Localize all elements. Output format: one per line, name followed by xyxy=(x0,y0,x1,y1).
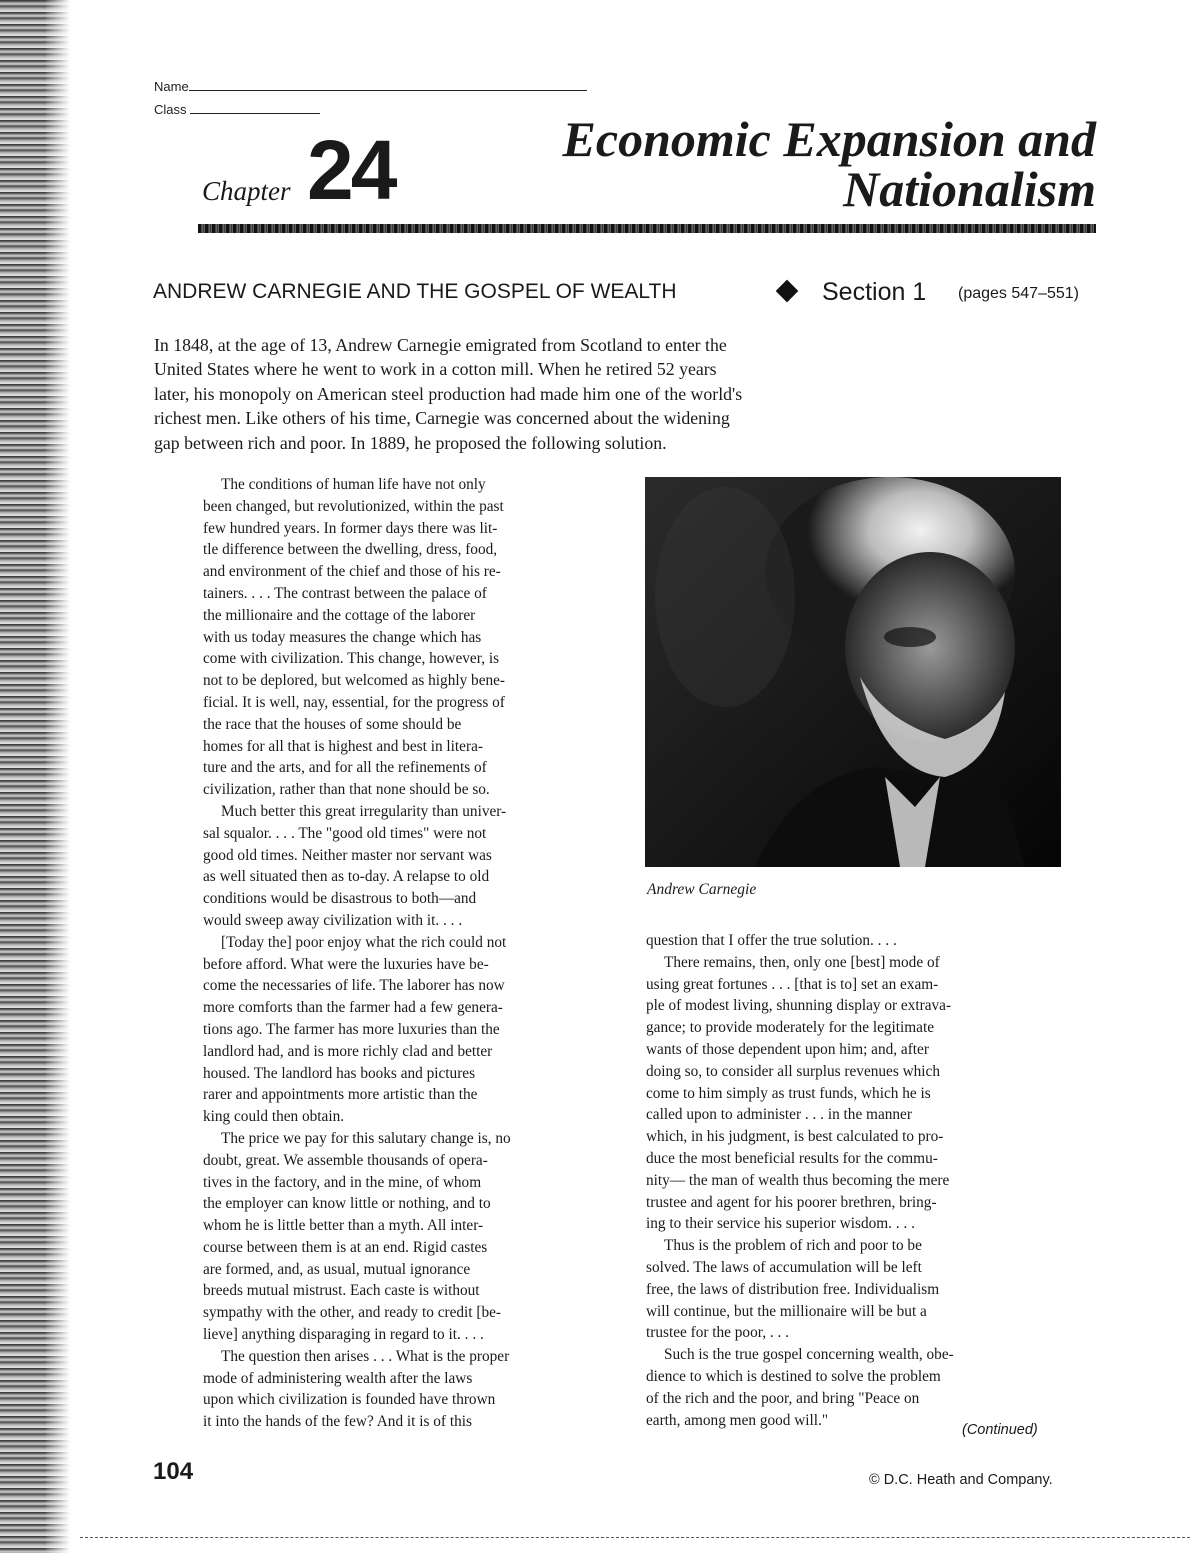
excerpt-line: nity— the man of wealth thus becoming the mere xyxy=(646,1171,950,1189)
excerpt-line: not to be deplored, but welcomed as highly bene- xyxy=(203,672,506,690)
chapter-word: Chapter xyxy=(202,176,291,206)
excerpt-line: landlord had, and is more richly clad and better xyxy=(203,1042,493,1060)
portrait-caption: Andrew Carnegie xyxy=(647,881,757,898)
chapter-number: 24 xyxy=(307,123,395,217)
bottom-scan-rule xyxy=(80,1537,1190,1538)
excerpt-line: ple of modest living, shunning display or extrava- xyxy=(646,997,952,1015)
pages-reference: (pages 547–551) xyxy=(958,285,1079,302)
excerpt-line: more comforts than the farmer had a few genera- xyxy=(203,999,503,1017)
excerpt-line: the employer can know little or nothing, and to xyxy=(203,1195,491,1213)
excerpt-line: rarer and appointments more artistic than the xyxy=(203,1086,478,1104)
excerpt-line: conditions would be disastrous to both—and xyxy=(203,890,477,908)
name-field-line xyxy=(154,78,587,94)
class-field-line xyxy=(154,101,320,117)
excerpt-line: homes for all that is highest and best in litera- xyxy=(203,737,483,755)
excerpt-line: dience to which is destined to solve the problem xyxy=(646,1367,941,1385)
section-title: ANDREW CARNEGIE AND THE GOSPEL OF WEALTH xyxy=(153,280,677,303)
class-label: Class xyxy=(154,102,187,117)
excerpt-line: tle difference between the dwelling, dress, food, xyxy=(203,541,498,559)
excerpt-line: trustee for the poor, . . . xyxy=(646,1324,789,1342)
excerpt-line: [Today the] poor enjoy what the rich could not xyxy=(221,933,507,951)
intro-line: In 1848, at the age of 13, Andrew Carnegie emigrated from Scotland to enter the xyxy=(154,335,727,355)
intro-line: richest men. Like others of his time, Carnegie was concerned about the widening xyxy=(154,408,730,429)
excerpt-line: are formed, and, as usual, mutual ignorance xyxy=(203,1260,471,1278)
excerpt-line: mode of administering wealth after the laws xyxy=(203,1369,473,1387)
excerpt-paragraph xyxy=(646,930,1066,952)
excerpt-line: come with civilization. This change, however, is xyxy=(203,650,500,668)
excerpt-line: wants of those dependent upon him; and, after xyxy=(646,1040,929,1058)
excerpt-line: it into the hands of the few? And it is of this xyxy=(203,1413,472,1431)
excerpt-line: There remains, then, only one [best] mode of xyxy=(664,953,940,971)
excerpt-line: good old times. Neither master nor servant was xyxy=(203,846,492,864)
excerpt-paragraph xyxy=(646,1235,1066,1344)
excerpt-line: civilization, rather than that none should be so. xyxy=(203,781,490,799)
excerpt-paragraph xyxy=(203,932,623,1128)
scan-binding-edge xyxy=(0,0,70,1553)
excerpt-line: of the rich and the poor, and bring "Peace on xyxy=(646,1389,920,1407)
intro-line: later, his monopoly on American steel production had made him one of the world's xyxy=(154,383,743,404)
excerpt-line: which, in his judgment, is best calculated to pro- xyxy=(646,1128,944,1146)
excerpt-line: king could then obtain. xyxy=(203,1108,345,1126)
excerpt-line: sympathy with the other, and ready to credit [be- xyxy=(203,1304,502,1322)
excerpt-line: breeds mutual mistrust. Each caste is without xyxy=(203,1282,480,1300)
excerpt-line: Much better this great irregularity than univer- xyxy=(221,802,507,820)
excerpt-line: lieve] anything disparaging in regard to it. . . . xyxy=(203,1326,484,1344)
name-label: Name xyxy=(154,79,189,94)
excerpt-paragraph xyxy=(646,1344,1066,1431)
copyright-notice: © D.C. Heath and Company. xyxy=(869,1472,1053,1488)
excerpt-line: The price we pay for this salutary change is, no xyxy=(221,1129,511,1147)
excerpt-line: ficial. It is well, nay, essential, for the progress of xyxy=(203,693,505,711)
excerpt-line: as well situated then as to-day. A relapse to old xyxy=(203,868,490,886)
excerpt-line: earth, among men good will." xyxy=(646,1411,829,1429)
excerpt-line: duce the most beneficial results for the commu- xyxy=(646,1149,938,1167)
excerpt-paragraph xyxy=(203,474,623,801)
excerpt-line: the millionaire and the cottage of the laborer xyxy=(203,606,476,624)
excerpt-line: tions ago. The farmer has more luxuries than the xyxy=(203,1020,500,1038)
excerpt-line: solved. The laws of accumulation will be left xyxy=(646,1258,922,1276)
continued-note: (Continued) xyxy=(962,1422,1038,1438)
intro-paragraph xyxy=(154,333,914,455)
excerpt-line: gance; to provide moderately for the legitimate xyxy=(646,1019,934,1037)
excerpt-line: question that I offer the true solution. . . . xyxy=(646,932,897,949)
intro-line: United States where he went to work in a cotton mill. When he retired 52 years xyxy=(154,359,717,380)
excerpt-line: tives in the factory, and in the mine, of whom xyxy=(203,1173,482,1191)
excerpt-line: few hundred years. In former days there was lit- xyxy=(203,519,498,537)
carnegie-portrait xyxy=(645,477,1061,867)
excerpt-line: housed. The landlord has books and pictures xyxy=(203,1064,476,1082)
excerpt-line: and environment of the chief and those of his re- xyxy=(203,563,501,581)
excerpt-line: free, the laws of distribution free. Individualism xyxy=(646,1280,940,1298)
excerpt-line: Thus is the problem of rich and poor to be xyxy=(664,1237,922,1255)
name-blank xyxy=(189,78,587,91)
section-label: Section 1 xyxy=(822,278,927,306)
excerpt-line: trustee and agent for his poorer brethren, bring- xyxy=(646,1193,937,1211)
excerpt-line: course between them is at an end. Rigid castes xyxy=(203,1238,488,1256)
excerpt-line: come the necessaries of life. The laborer has now xyxy=(203,977,505,995)
excerpt-line: with us today measures the change which has xyxy=(203,628,482,646)
excerpt-line: called upon to administer . . . in the manner xyxy=(646,1106,912,1124)
excerpt-line: whom he is little better than a myth. All inter- xyxy=(203,1217,484,1235)
excerpt-line: ture and the arts, and for all the refinements of xyxy=(203,759,487,777)
diamond-icon xyxy=(776,280,799,303)
section-header xyxy=(153,280,1099,312)
excerpt-line: tainers. . . . The contrast between the palace of xyxy=(203,584,487,602)
excerpt-line: sal squalor. . . . The "good old times" were not xyxy=(203,824,487,842)
portrait-illustration xyxy=(645,477,1061,867)
excerpt-line: doing so, to consider all surplus revenues which xyxy=(646,1062,940,1080)
excerpt-line: using great fortunes . . . [that is to] set an exam- xyxy=(646,975,939,993)
page-number: 104 xyxy=(153,1458,194,1485)
excerpt-line: before afford. What were the luxuries have be- xyxy=(203,955,489,973)
excerpt-line: will continue, but the millionaire will be but a xyxy=(646,1302,927,1320)
excerpt-line: ing to their service his superior wisdom. . . . xyxy=(646,1215,915,1233)
excerpt-paragraph xyxy=(203,801,623,932)
excerpt-line: Such is the true gospel concerning wealth, obe- xyxy=(664,1346,954,1364)
excerpt-line: upon which civilization is founded have thrown xyxy=(203,1391,496,1409)
chapter-title-line-2: Nationalism xyxy=(843,161,1096,217)
excerpt-paragraph xyxy=(646,952,1066,1235)
excerpt-line: The conditions of human life have not only xyxy=(221,476,486,493)
excerpt-line: doubt, great. We assemble thousands of opera- xyxy=(203,1151,488,1169)
excerpt-right-column xyxy=(646,930,1066,1431)
excerpt-line: been changed, but revolutionized, within the past xyxy=(203,497,504,515)
title-rule xyxy=(198,224,1096,233)
excerpt-line: come to him simply as trust funds, which he is xyxy=(646,1084,931,1102)
chapter-title-line-1: Economic Expansion and xyxy=(562,111,1096,167)
excerpt-paragraph xyxy=(203,1128,623,1346)
intro-line: gap between rich and poor. In 1889, he proposed the following solution. xyxy=(154,432,667,453)
excerpt-paragraph xyxy=(203,1346,623,1433)
excerpt-left-column xyxy=(203,474,623,1433)
excerpt-line: would sweep away civilization with it. . . . xyxy=(203,911,463,929)
class-blank xyxy=(190,101,320,114)
excerpt-line: the race that the houses of some should be xyxy=(203,715,462,733)
excerpt-line: The question then arises . . . What is the proper xyxy=(221,1347,510,1365)
